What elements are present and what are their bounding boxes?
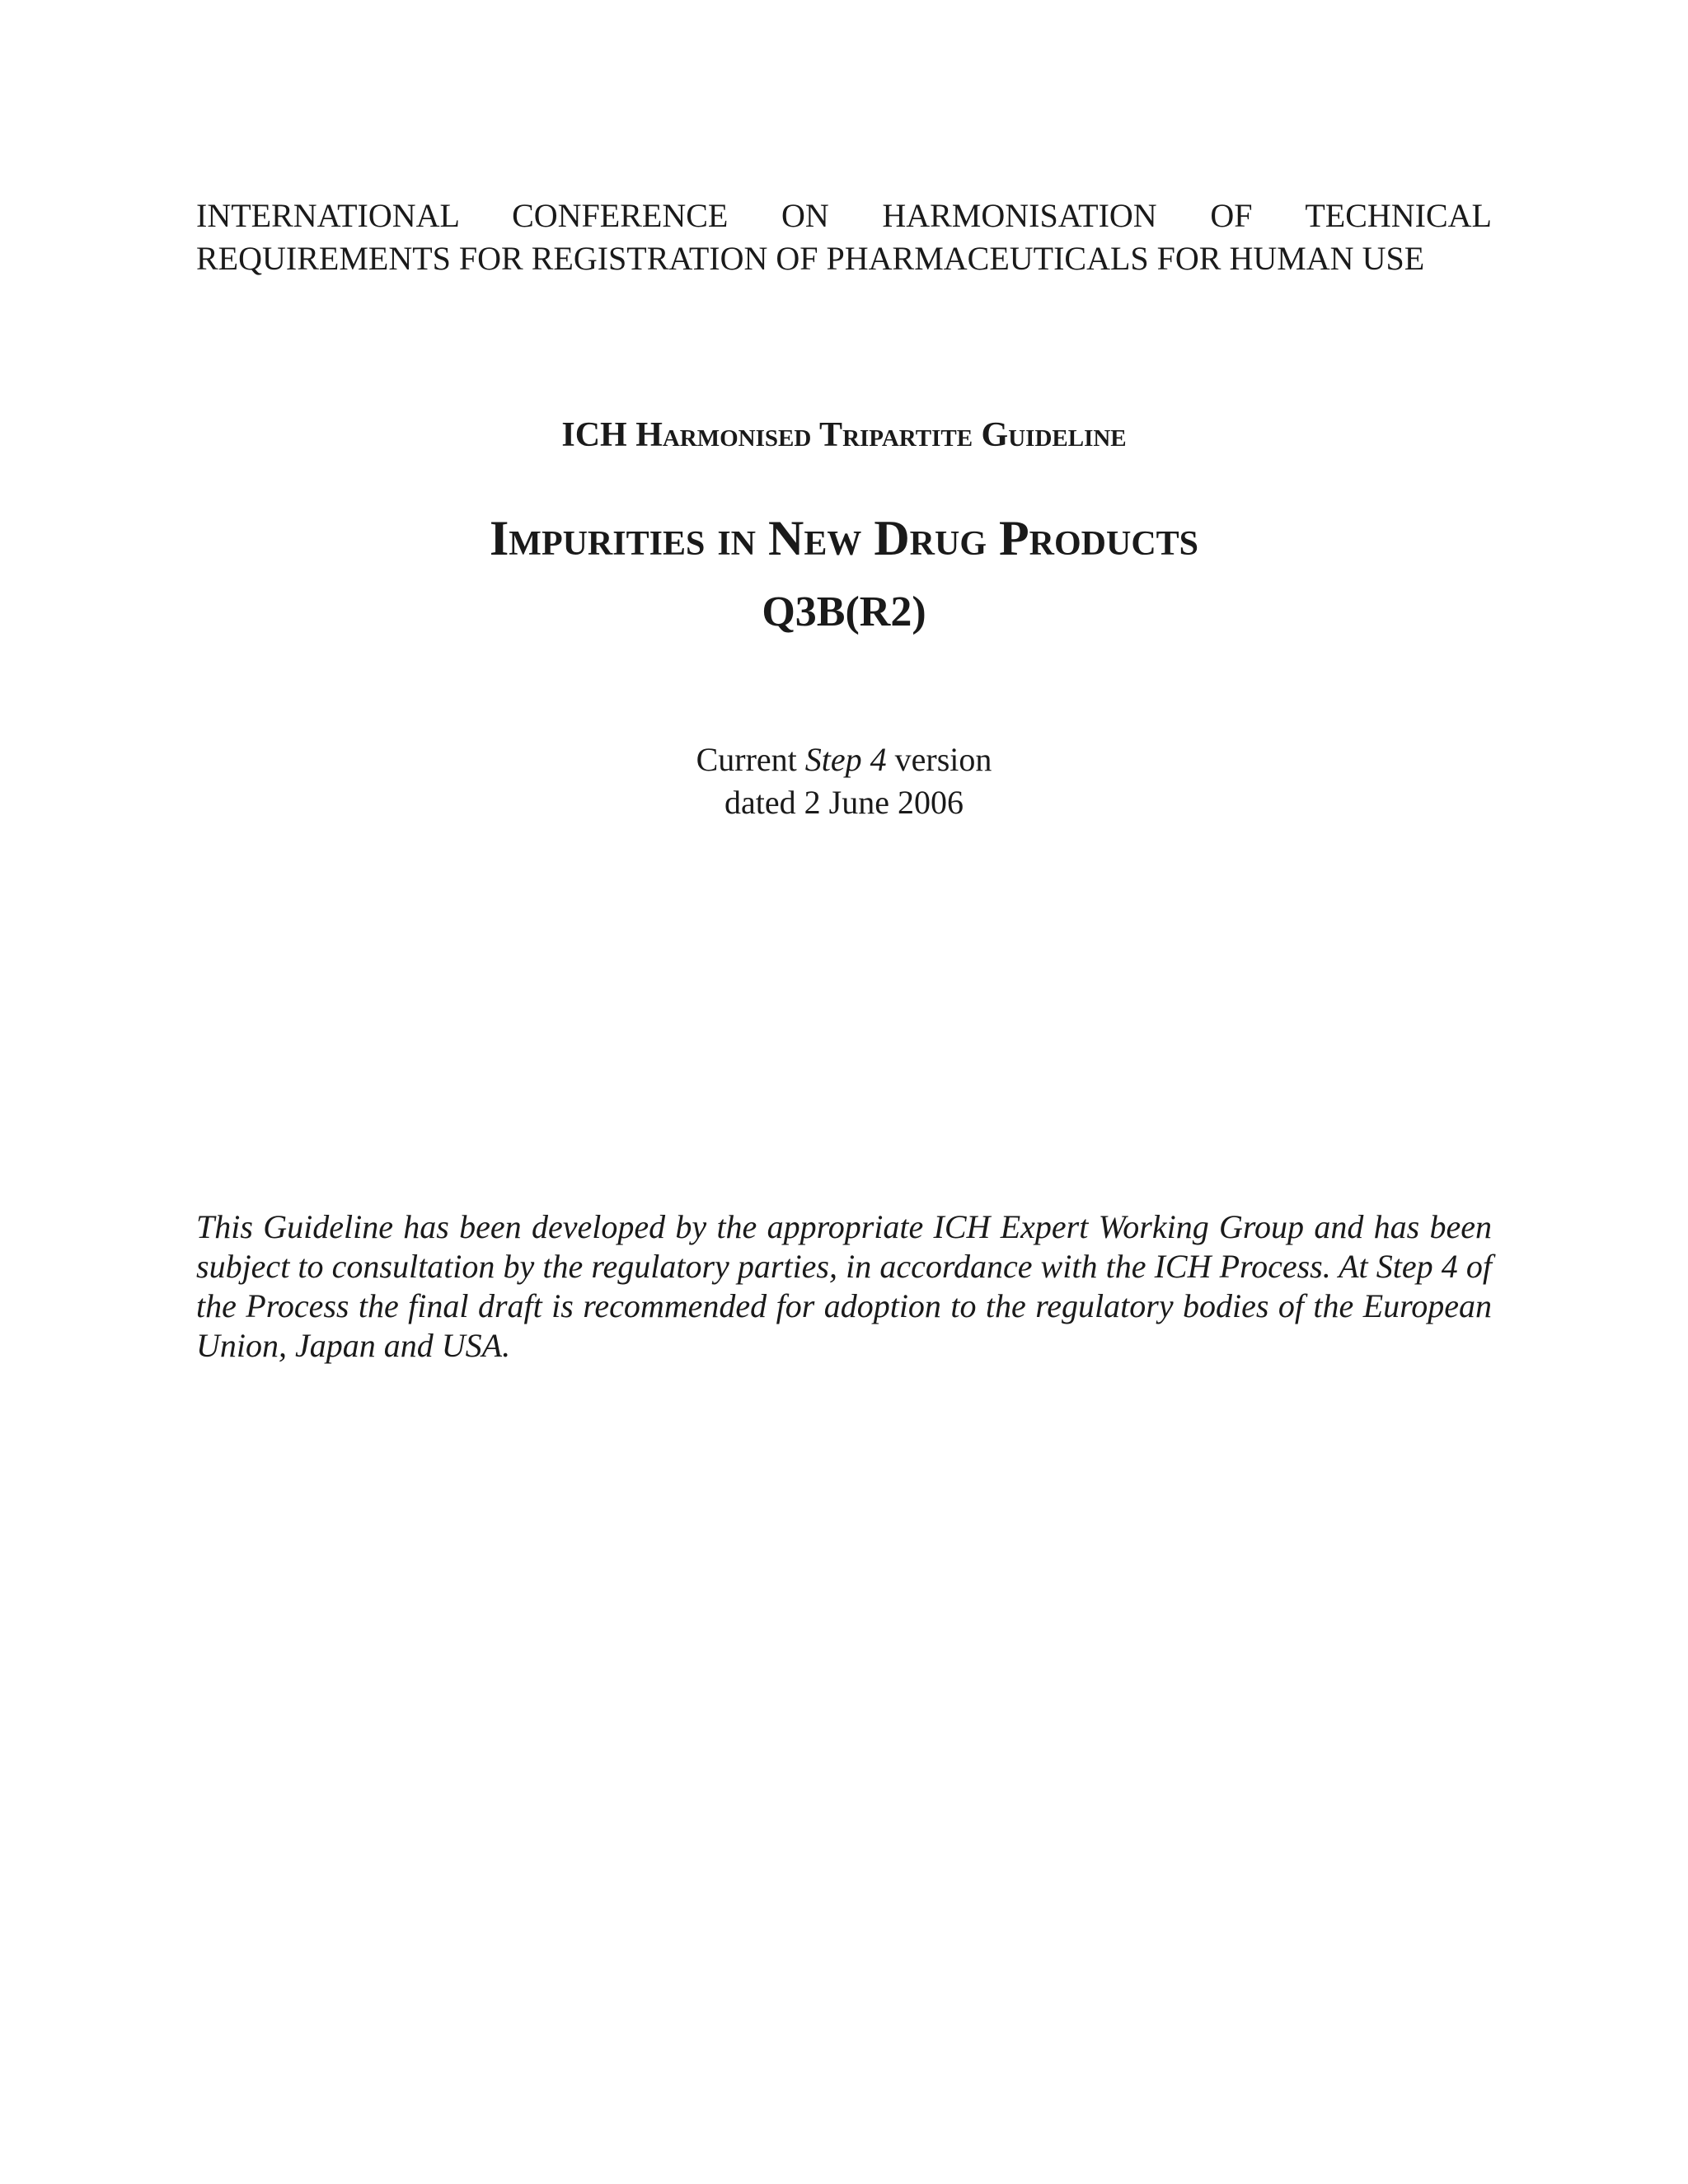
document-title: Impurities in New Drug Products xyxy=(489,511,1199,565)
version-date: dated 2 June 2006 xyxy=(724,784,964,821)
version-step: Step 4 xyxy=(804,741,887,778)
version-prefix: Current xyxy=(696,741,805,778)
guideline-type-heading: ICH Harmonised Tripartite Guideline xyxy=(561,416,1127,454)
guideline-code: Q3B(R2) xyxy=(762,588,926,635)
guideline-statement: This Guideline has been developed by the appropriate ICH Expert Working Group and has been subject to consultation by the regulatory parties, in accordance with the ICH Process. At Step 4 of the Process the final draft is recommended for adoption to the regulatory bodies of the European Union, Japan and USA. xyxy=(196,1208,1492,1364)
version-block xyxy=(0,738,1688,824)
version-line xyxy=(0,738,1688,781)
version-suffix: version xyxy=(886,741,992,778)
conference-heading: INTERNATIONAL CONFERENCE ON HARMONISATION OF TECHNICAL REQUIREMENTS FOR REGISTRATION OF PHARMACEUTICALS FOR HUMAN USE xyxy=(196,197,1492,277)
